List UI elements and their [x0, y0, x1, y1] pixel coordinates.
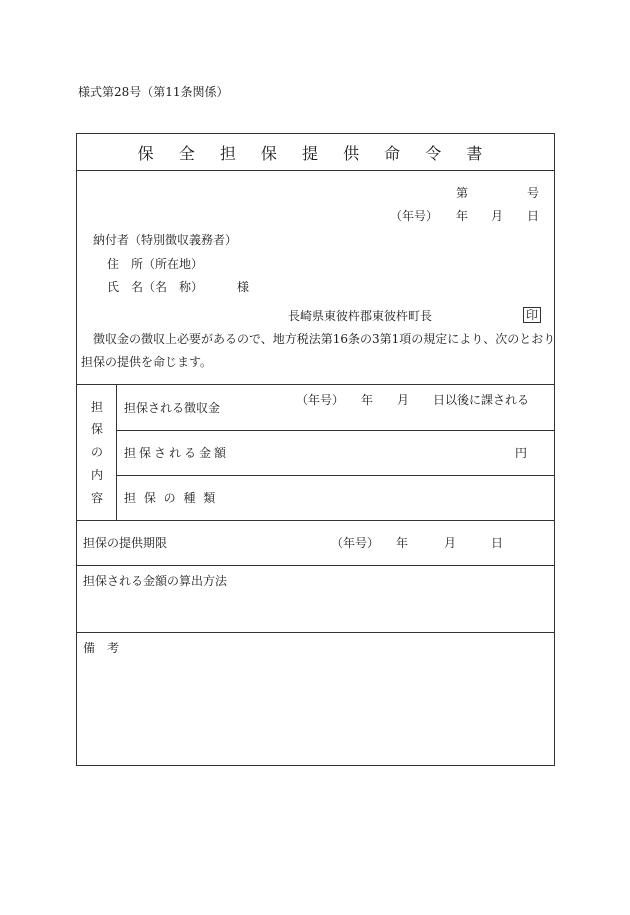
divider-content-top — [76, 384, 555, 385]
side-label-char: 担 — [91, 400, 104, 414]
body-text-line1: 徴収金の徴収上必要があるので、地方税法第16条の3第1項の規定により、次のとおり — [93, 332, 556, 346]
secured-amount-unit: 円 — [515, 446, 528, 460]
divider-title — [76, 170, 555, 171]
calc-method-label: 担保される金額の算出方法 — [83, 574, 228, 588]
side-label-char: の — [91, 445, 104, 459]
number-go: 号 — [527, 186, 540, 200]
recipient-label: 納付者（特別徴収義務者） — [93, 233, 238, 247]
secured-levy-suffix: 日以後に課される — [433, 393, 530, 407]
date-era: （年号） — [390, 209, 439, 223]
name-label: 氏 名（名 称） — [107, 280, 204, 294]
side-label-char: 保 — [91, 422, 104, 436]
divider-deadline — [76, 565, 555, 566]
divider-content-bottom — [76, 520, 555, 521]
date-month: 月 — [491, 209, 504, 223]
deadline-year: 年 — [396, 536, 409, 550]
issuer-name: 長崎県東彼杵郡東彼杵町長 — [288, 309, 433, 323]
secured-levy-month: 月 — [397, 393, 410, 407]
date-day: 日 — [527, 209, 540, 223]
divider-row-1 — [116, 430, 555, 431]
divider-calc — [76, 632, 555, 633]
number-dai: 第 — [456, 186, 469, 200]
side-label-char: 容 — [91, 491, 104, 505]
divider-side-label — [116, 384, 117, 520]
form-number: 様式第28号（第11条関係） — [78, 85, 229, 99]
security-type-label: 担 保 の 種 類 — [124, 491, 216, 505]
divider-row-2 — [116, 475, 555, 476]
sama-honorific: 様 — [237, 280, 250, 294]
seal-mark: 印 — [523, 307, 541, 323]
deadline-day: 日 — [491, 536, 504, 550]
side-label-char: 内 — [91, 468, 104, 482]
secured-levy-year: 年 — [361, 393, 374, 407]
remarks-label: 備 考 — [83, 641, 120, 655]
body-text-line2: 担保の提供を命じます。 — [81, 355, 213, 369]
secured-levy-era: （年号） — [296, 393, 345, 407]
date-year: 年 — [456, 209, 469, 223]
address-label: 住 所（所在地） — [107, 257, 204, 271]
deadline-month: 月 — [444, 536, 457, 550]
deadline-era: （年号） — [331, 536, 380, 550]
secured-amount-label: 担保される金額 — [124, 446, 230, 460]
document-title: 保 全 担 保 提 供 命 令 書 — [137, 144, 493, 163]
secured-levy-label: 担保される徴収金 — [124, 401, 221, 415]
deadline-label: 担保の提供期限 — [83, 536, 168, 550]
